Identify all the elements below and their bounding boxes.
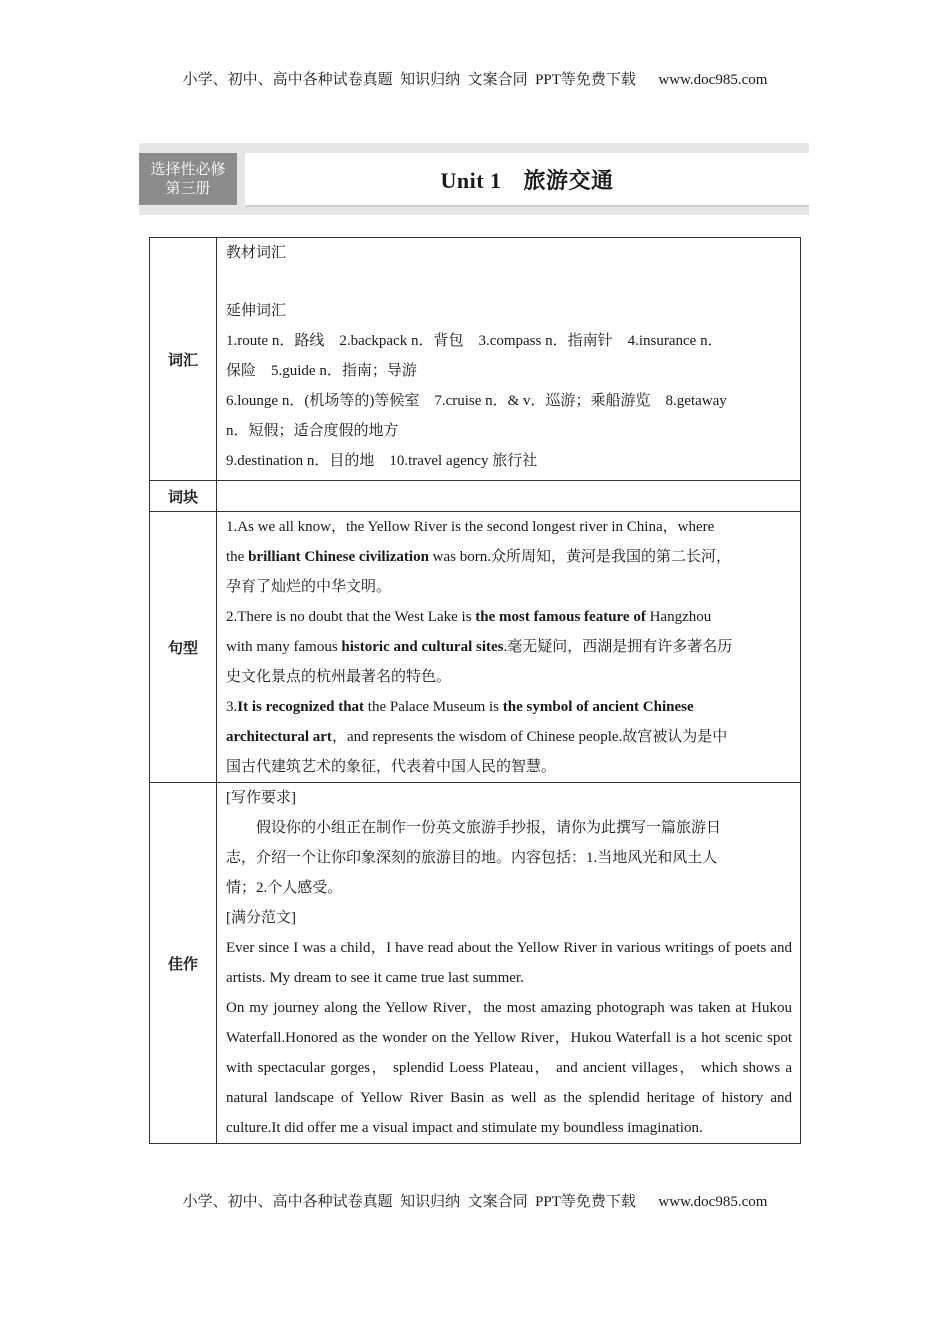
page-header: 小学、初中、高中各种试卷真题 知识归纳 文案合同 PPT等免费下载 www.doc985.com [182, 72, 768, 88]
sentence-2-line: 史文化景点的杭州最著名的特色。 [226, 669, 452, 685]
unit-title-en: Unit 1 [440, 167, 502, 193]
vocab-line: 1.route n．路线 2.backpack n．背包 3.compass n．指南针 4.insurance n． [226, 333, 723, 349]
writing-content [217, 783, 801, 1144]
unit-banner [139, 143, 809, 215]
unit-title [440, 164, 613, 195]
sample-heading: [满分范文] [226, 910, 296, 926]
requirement-heading: [写作要求] [226, 790, 296, 806]
text-run: .毫无疑问，西湖是拥有许多著名历 [503, 639, 733, 655]
vocab-line: n．短假；适合度假的地方 [226, 423, 399, 439]
vocab-row [150, 238, 801, 481]
spacer [226, 268, 792, 296]
sentence-1-line: 1.As we all know，the Yellow River is the second longest river in China，where [226, 519, 715, 535]
extended-vocab-heading: 延伸词汇 [226, 303, 287, 319]
key-phrase: the symbol of ancient Chinese [502, 699, 694, 715]
sample-paragraph-2: On my journey along the Yellow River，the most amazing photograph was taken at Hukou Waterfall.Honored as the wonder on the Yellow River，Hukou Waterfall is a hot scenic spot with spectacular gorges， splendid Loess Plateau， and ancient villages， which shows a natural landscape of Yellow River Basin as well as the splendid heritage of history and culture.It did offer me a visual impact and stimulate my boundless imagination. [226, 1000, 792, 1136]
text-run: the [226, 549, 249, 565]
vocab-content [217, 238, 801, 481]
volume-tag-line2: 第三册 [165, 179, 211, 197]
sentence-3-line [226, 692, 792, 722]
unit-title-cn: 旅游交通 [523, 168, 614, 194]
vocab-line: 保险 5.guide n．指南；导游 [226, 363, 417, 379]
vocab-line: 6.lounge n．(机场等的)等候室 7.cruise n．& v．巡游；乘船游览 8.getaway [226, 393, 727, 409]
requirement-line: 假设你的小组正在制作一份英文旅游手抄报，请你为此撰写一篇旅游日 [256, 820, 722, 836]
chunks-content [217, 481, 801, 512]
text-run: 2.There is no doubt that the West Lake is [226, 609, 476, 625]
vocab-line: 9.destination n．目的地 10.travel agency 旅行社 [226, 453, 538, 469]
text-run: 3. [226, 699, 238, 715]
requirement-line: 志，介绍一个让你印象深刻的旅游目的地。内容包括：1.当地风光和风土人 [226, 850, 718, 866]
writing-label: 佳作 [150, 783, 217, 1144]
sentence-3-line [226, 722, 792, 752]
requirement-line: 情；2.个人感受。 [226, 880, 343, 896]
key-phrase: architectural art [226, 729, 332, 745]
sentence-1-line [226, 542, 792, 572]
text-run: with many famous [226, 639, 342, 655]
chunks-label: 词块 [150, 481, 217, 512]
writing-row [150, 783, 801, 1144]
sentence-1-line: 孕育了灿烂的中华文明。 [226, 579, 392, 595]
vocab-label: 词汇 [150, 238, 217, 481]
sentences-row [150, 512, 801, 783]
sentence-2-line [226, 602, 792, 632]
unit-title-box [245, 153, 809, 207]
sentences-content [217, 512, 801, 783]
sample-paragraph-1: Ever since I was a child，I have read about the Yellow River in various writings of poets and artists. My dream to see it came true last summer. [226, 940, 792, 986]
text-run: ，and represents the wisdom of Chinese people.故宫被认为是中 [331, 729, 728, 745]
text-run: was born.众所周知，黄河是我国的第二长河， [428, 549, 731, 565]
key-phrase: brilliant Chinese civilization [248, 549, 429, 565]
page-footer: 小学、初中、高中各种试卷真题 知识归纳 文案合同 PPT等免费下载 www.doc985.com [182, 1194, 768, 1210]
key-phrase: the most famous feature of [475, 609, 646, 625]
sentences-label: 句型 [150, 512, 217, 783]
text-run: Hangzhou [645, 609, 712, 625]
key-phrase: It is recognized that [237, 699, 365, 715]
text-run: the Palace Museum is [364, 699, 503, 715]
sentence-2-line [226, 632, 792, 662]
key-phrase: historic and cultural sites [341, 639, 504, 655]
textbook-vocab-heading: 教材词汇 [226, 245, 287, 261]
content-table [149, 237, 801, 1144]
chunks-row [150, 481, 801, 512]
sentence-3-line: 国古代建筑艺术的象征，代表着中国人民的智慧。 [226, 759, 557, 775]
volume-tag-line1: 选择性必修 [150, 160, 226, 178]
volume-tag [139, 153, 237, 205]
